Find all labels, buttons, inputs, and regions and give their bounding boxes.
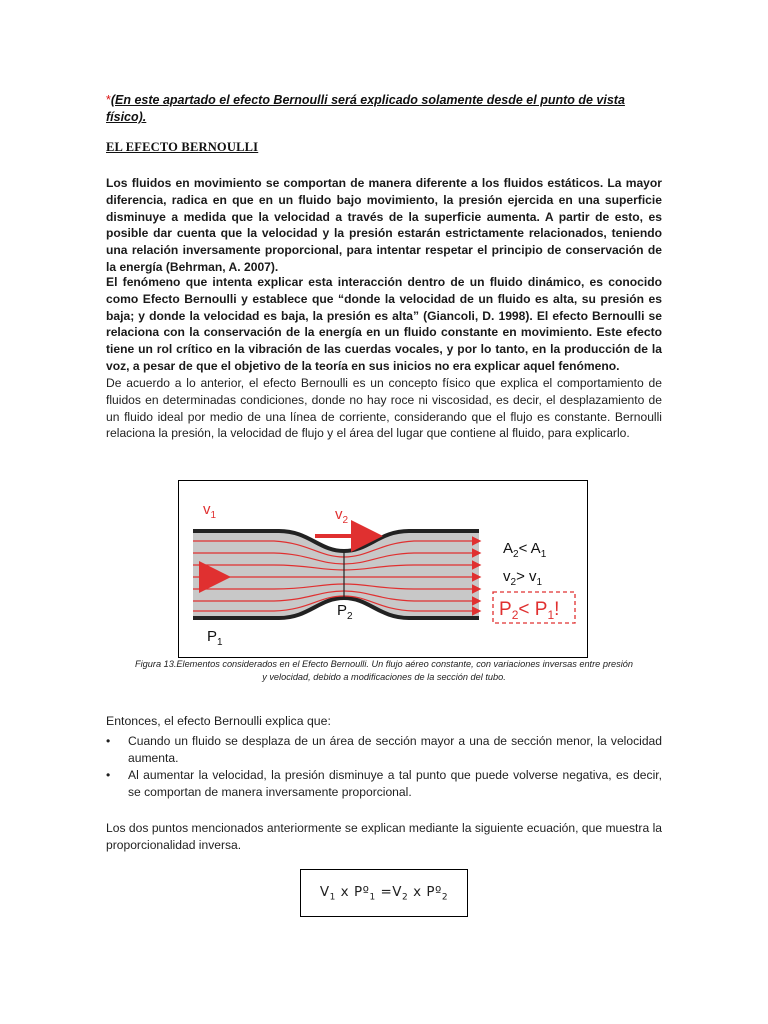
list-item-text: Al aumentar la velocidad, la presión disminuye a tal punto que puede volverse negativa, es decir, se comportan de manera inversamente proporcional. [128,768,662,799]
list-item [106,733,662,767]
v1-label: $v_1$ [203,501,217,521]
scope-note [106,92,662,126]
bernoulli-equation: $V_1$ x Pº$_1$ $=V_2$ x Pº$_2$ [319,883,449,903]
bullet-list [106,733,662,801]
figure-caption [106,658,662,684]
caption-line-1: Figura 13.Elementos considerados en el Efecto Bernoulli. Un flujo aéreo constante, con variaciones inversas entre presión [135,659,633,669]
note-text: (En este apartado el efecto Bernoulli será explicado solamente desde el punto de vista físico). [106,93,625,124]
velocity-relation: $v_2> v_1$ [503,568,543,588]
section-heading: EL EFECTO BERNOULLI [106,140,259,154]
area-relation: $A_2< A_1$ [503,540,547,560]
list-item-text: Cuando un fluido se desplaza de un área de sección mayor a una de sección menor, la velocidad aumenta. [128,734,662,765]
caption-line-2: y velocidad, debido a modificaciones de la sección del tubo. [262,672,506,682]
bernoulli-diagram [178,480,588,658]
v2-label: $v_2$ [335,506,349,526]
list-item [106,767,662,801]
equation-box [300,869,468,917]
bullet-icon: • [106,768,111,782]
paragraph-1: Los fluidos en movimiento se comportan de manera diferente a los fluidos estáticos. La mayor diferencia, radica en que en un fluido bajo movimiento, la presión ejercida en una superficie disminuye a medida que la velocidad a través de la superficie aumenta. A partir de esto, es posible dar cuenta que la velocidad y la presión estarán estrictamente relacionados, teniendo una relación inversamente proporcional, para intentar respetar el principio de conservación de la energía (Behrman, A. 2007). [106,176,662,274]
p1-label: $P_1$ [207,628,223,648]
fluid-region [193,531,479,618]
venturi-tube-illustration [179,481,587,657]
note-asterisk: * [106,93,111,107]
pressure-relation: $P_2< P_1$! [499,599,560,622]
list-intro: Entonces, el efecto Bernoulli explica que: [106,714,331,728]
paragraph-3: De acuerdo a lo anterior, el efecto Bernoulli es un concepto físico que explica el comportamiento de fluidos en determinadas condiciones, donde no hay roce ni viscosidad, es decir, el desplazamiento de un fluido ideal por medio de una línea de corriente, considerando que el flujo es constante. Bernoulli relaciona la presión, la velocidad de flujo y el área del lugar que contiene al fluido, para explicarlo. [106,376,662,441]
bullet-icon: • [106,734,111,748]
closing-paragraph: Los dos puntos mencionados anteriormente se explican mediante la siguiente ecuación, que muestra la proporcionalidad inversa. [106,821,662,852]
p2-label: $P_2$ [337,602,353,622]
paragraph-2: El fenómeno que intenta explicar esta interacción dentro de un fluido dinámico, es conocido como Efecto Bernoulli y establece que “donde la velocidad de un fluido es alta, su presión es baja; y donde la velocidad es baja, la presión es alta” (Giancoli, D. 1998). El efecto Bernoulli se relaciona con la conservación de la energía en un fluido constante en movimiento. Este efecto tiene un rol crítico en la vibración de las cuerdas vocales, y por lo tanto, en la producción de la voz, a pesar de que el objetivo de la teoría en sus inicios no era explicar aquel fenómeno. [106,275,662,373]
